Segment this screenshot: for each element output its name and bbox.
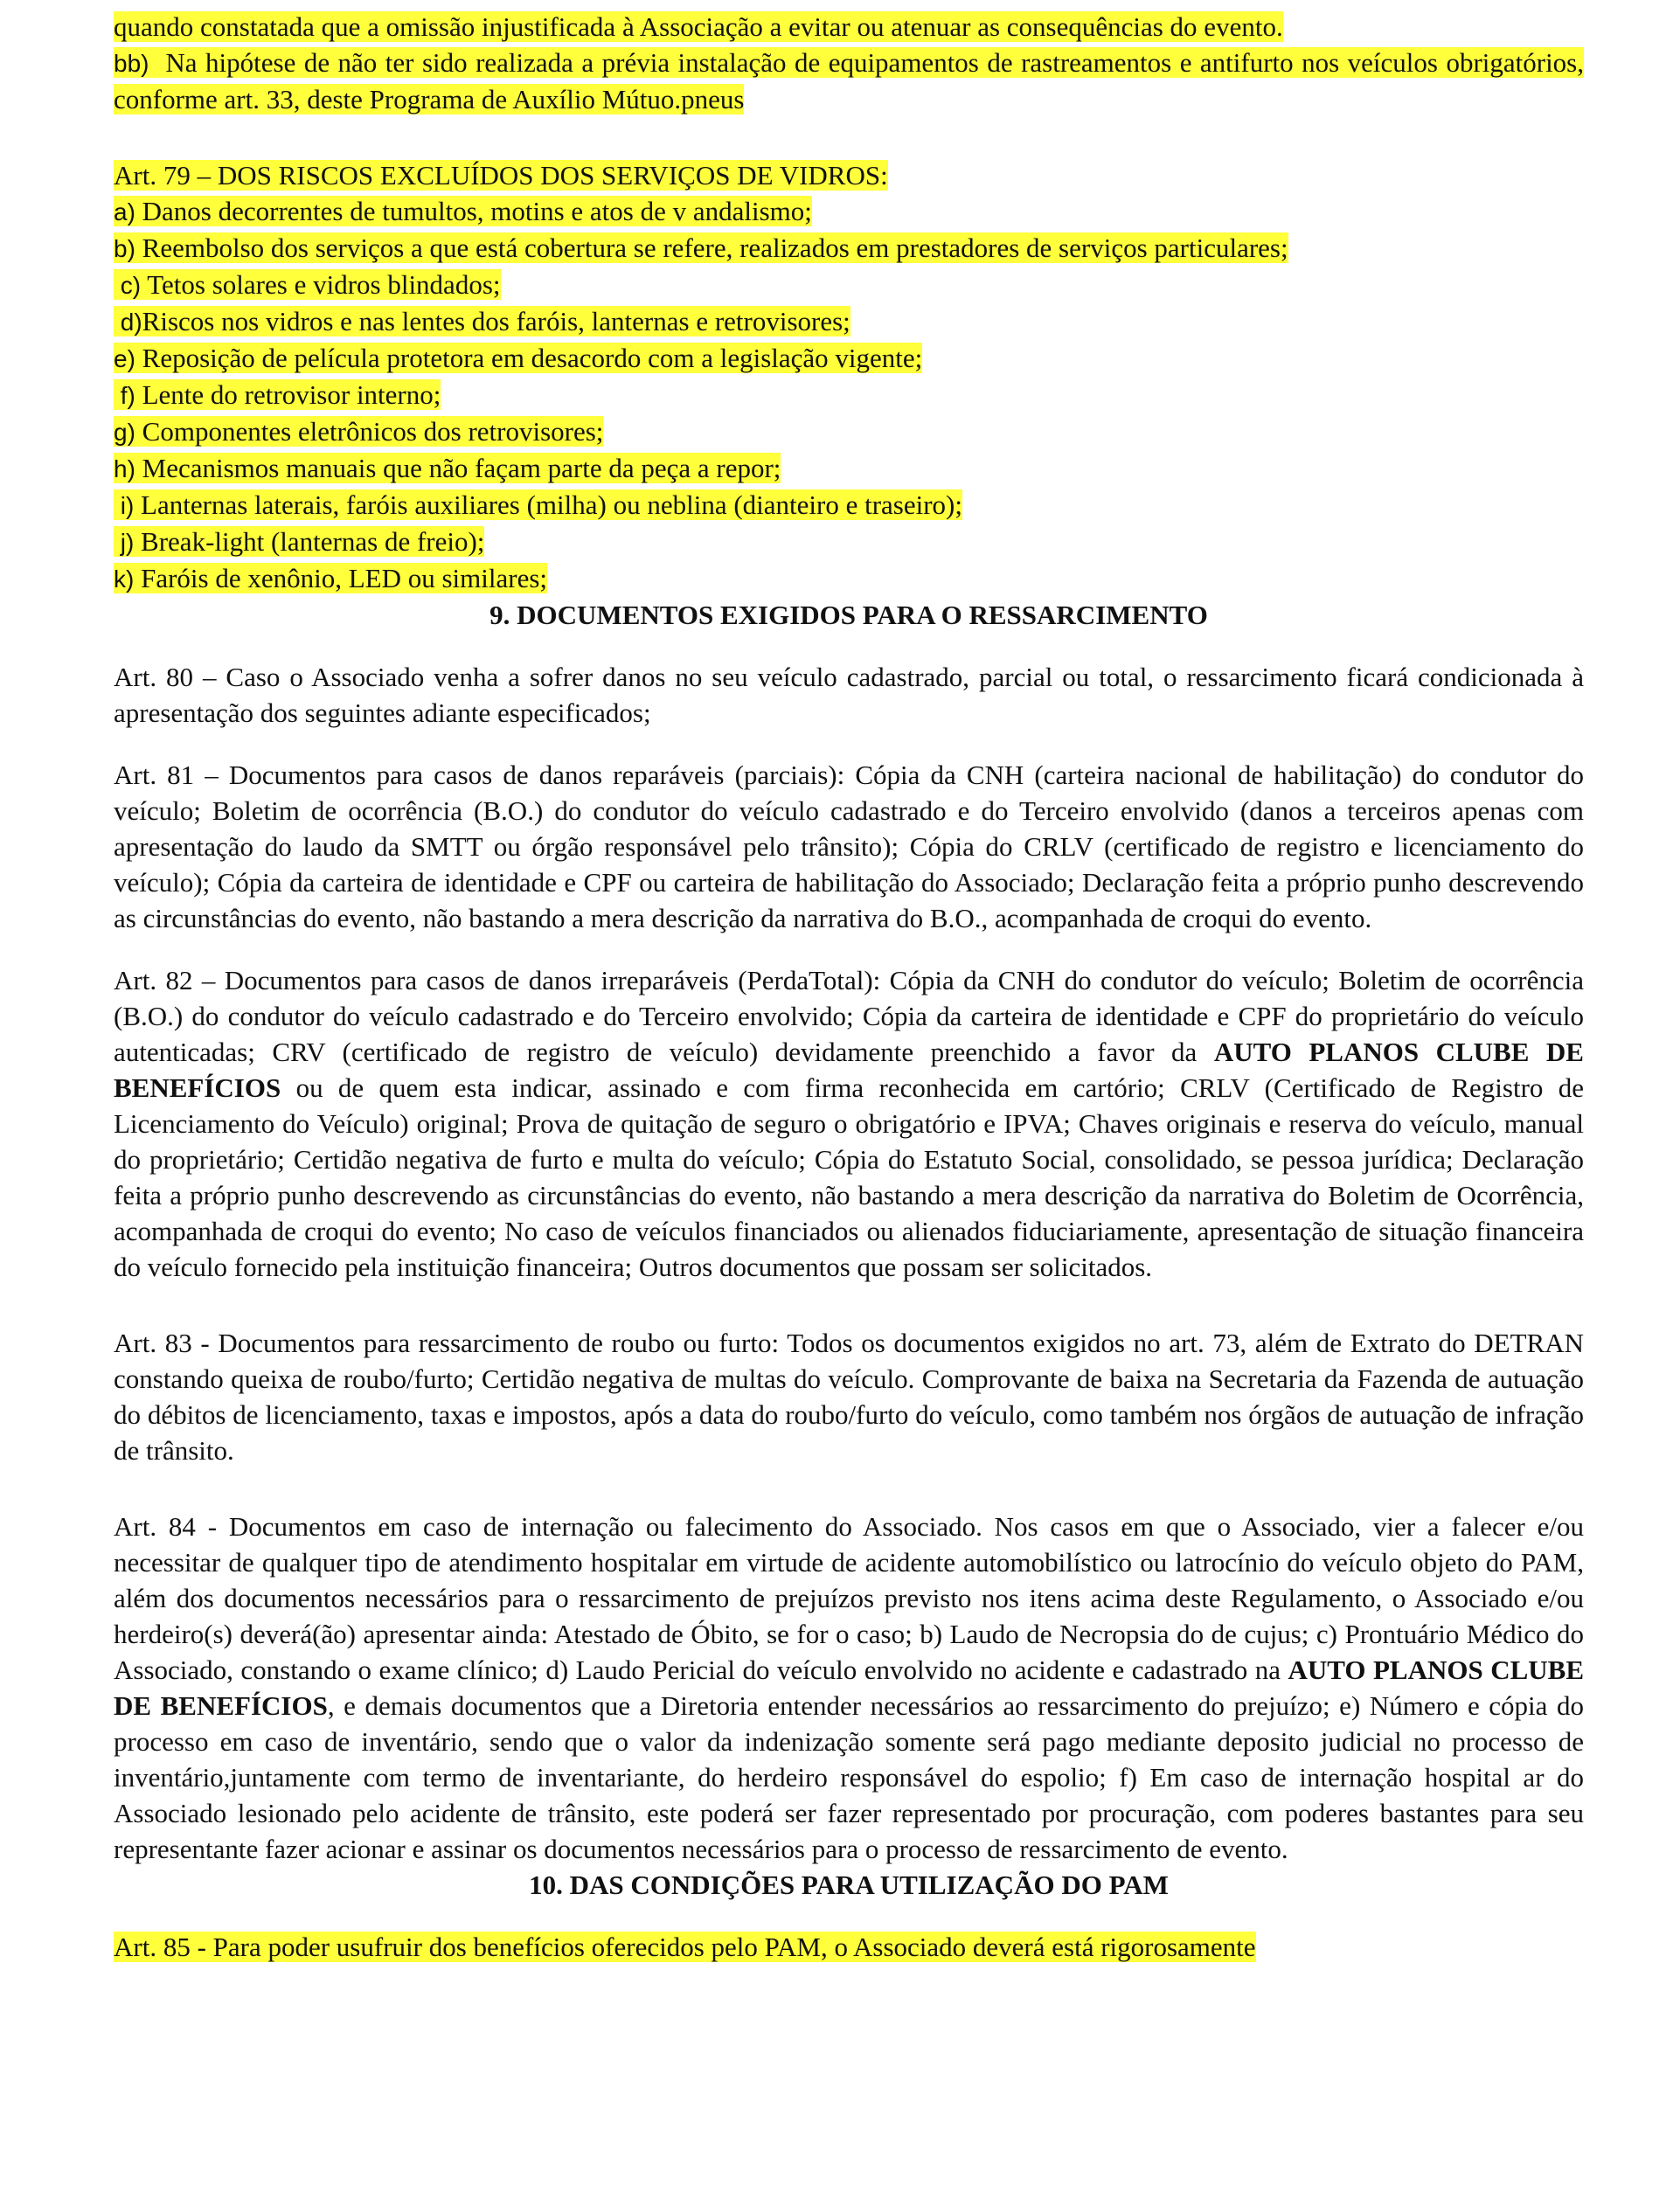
section-heading: 10. DAS CONDIÇÕES PARA UTILIZAÇÃO DO PAM (529, 1869, 1169, 1900)
item-marker: b) (114, 235, 135, 262)
item-marker: c) (120, 272, 142, 299)
art79-list (114, 193, 1584, 597)
brand-name: AUTO PLANOS CLUBE DE BENEFÍCIOS (114, 1654, 1585, 1721)
item-marker: k) (114, 565, 135, 593)
art79-title: Art. 79 – DOS RISCOS EXCLUÍDOS DOS SERVIÇOS DE VIDROS: (114, 160, 888, 191)
art80-paragraph: Art. 80 – Caso o Associado venha a sofrer danos no seu veículo cadastrado, parcial ou total, o ressarcimento ficará condicionada à apresentação dos seguintes adiante especificados; (114, 662, 1584, 728)
list-item: b) Reembolso dos serviços a que está cobertura se refere, realizados em prestadores de serviços particulares; (114, 230, 1584, 267)
list-item: e) Reposição de película protetora em desacordo com a legislação vigente; (114, 340, 1584, 377)
item-marker: e) (114, 345, 135, 372)
list-item: a) Danos decorrentes de tumultos, motins e atos de v andalismo; (114, 193, 1584, 230)
item-marker: bb) (114, 50, 149, 77)
list-item: i) Lanternas laterais, faróis auxiliares (milha) ou neblina (dianteiro e traseiro); (114, 487, 1584, 524)
item-marker: a) (114, 198, 135, 225)
item-marker: i) (120, 492, 135, 519)
art85-paragraph: Art. 85 - Para poder usufruir dos benefícios oferecidos pelo PAM, o Associado deverá está rigorosamente (114, 1932, 1256, 1962)
document-page (114, 9, 1584, 1965)
list-item: c) Tetos solares e vidros blindados; (114, 267, 1584, 303)
item-bb-text: Na hipótese de não ter sido realizada a prévia instalação de equipamentos de rastreamentos e antifurto nos veículos obrigatórios, conforme art. 33, deste Programa de Auxílio Mútuo.pneus (114, 47, 1584, 114)
item-marker: f) (120, 382, 135, 409)
item-marker: d) (120, 309, 142, 336)
list-item: f) Lente do retrovisor interno; (114, 377, 1584, 413)
list-item: h) Mecanismos manuais que não façam parte da peça a repor; (114, 450, 1584, 487)
brand-name: AUTO PLANOS CLUBE DE BENEFÍCIOS (114, 1037, 1584, 1103)
list-item: j) Break-light (lanternas de freio); (114, 524, 1584, 560)
item-marker: j) (120, 529, 135, 556)
art83-paragraph: Art. 83 - Documentos para ressarcimento de roubo ou furto: Todos os documentos exigidos no art. 73, além de Extrato do DETRAN constando queixa de roubo/furto; Certidão negativa de multas do veículo. Comprovante de baixa na Secretaria da Fazenda de autuação do débitos de licenciamento, taxas e impostos, após a data do roubo/furto do veículo, como também nos órgãos de autuação de infração de trânsito. (114, 1328, 1584, 1466)
list-item: d)Riscos nos vidros e nas lentes dos faróis, lanternas e retrovisores; (114, 303, 1584, 340)
list-item: g) Componentes eletrônicos dos retrovisores; (114, 413, 1584, 450)
art84-paragraph: Art. 84 - Documentos em caso de internação ou falecimento do Associado. Nos casos em que o Associado, vier a falecer e/ou necessitar de qualquer tipo de atendimento hospitalar em virtude de acidente automobilístico ou latrocínio do veículo objeto do PAM, além dos documentos necessários para o ressarcimento de prejuízos previsto nos itens acima deste Regulamento, o Associado e/ou herdeiro(s) deverá(ão) apresentar ainda: Atestado de Óbito, se for o caso; b) Laudo de Necropsia do de cujus; c) Prontuário Médico do Associado, constando o exame clínico; d) Laudo Pericial do veículo envolvido no acidente e cadastrado na AUTO PLANOS CLUBE DE BENEFÍCIOS, e demais documentos que a Diretoria entender necessários ao ressarcimento do prejuízo; e) Número e cópia do processo em caso de inventário, sendo que o valor da indenização somente será pago mediante deposito judicial no processo de inventário,juntamente com termo de inventariante, do herdeiro responsável do espolio; f) Em caso de internação hospital ar do Associado lesionado pelo acidente de trânsito, este poderá ser fazer representado por procuração, com poderes bastantes para seu representante fazer acionar e assinar os documentos necessários para o processo de ressarcimento de evento. (114, 1511, 1585, 1864)
item-marker: h) (114, 455, 135, 482)
item-marker: g) (114, 419, 135, 446)
art81-paragraph: Art. 81 – Documentos para casos de danos reparáveis (parciais): Cópia da CNH (carteira nacional de habilitação) do condutor do veículo; Boletim de ocorrência (B.O.) do condutor do veículo cadastrado e do Terceiro envolvido (danos a terceiros apenas com apresentação do laudo da SMTT ou órgão responsável pelo trânsito); Cópia do CRLV (certificado de registro e licenciamento do veículo); Cópia da carteira de identidade e CPF ou carteira de habilitação do Associado; Declaração feita a próprio punho descrevendo as circunstâncias do evento, não bastando a mera descrição da narrativa do B.O., acompanhada de croqui do evento. (114, 760, 1584, 933)
highlighted-text: quando constatada que a omissão injustificada à Associação a evitar ou atenuar as consequências do evento. (114, 11, 1283, 42)
art82-paragraph: Art. 82 – Documentos para casos de danos irreparáveis (PerdaTotal): Cópia da CNH do condutor do veículo; Boletim de ocorrência (B.O.) do condutor do veículo cadastrado e do Terceiro envolvido; Cópia da carteira de identidade e CPF do proprietário do veículo autenticadas; CRV (certificado de registro de veículo) devidamente preenchido a favor da AUTO PLANOS CLUBE DE BENEFÍCIOS ou de quem esta indicar, assinado e com firma reconhecida em cartório; CRLV (Certificado de Registro de Licenciamento do Veículo) original; Prova de quitação de seguro o obrigatório e IPVA; Chaves originais e reserva do veículo, manual do proprietário; Certidão negativa de furto e multa do veículo; Cópia do Estatuto Social, consolidado, se pessoa jurídica; Declaração feita a próprio punho descrevendo as circunstâncias do evento, não bastando a mera descrição da narrativa do Boletim de Ocorrência, acompanhada de croqui do evento; No caso de veículos financiados ou alienados fiduciariamente, apresentação de situação financeira do veículo fornecido pela instituição financeira; Outros documentos que possam ser solicitados. (114, 965, 1585, 1282)
paragraph-continuation (114, 9, 1584, 117)
highlighted-text (114, 47, 1584, 114)
list-item: k) Faróis de xenônio, LED ou similares; (114, 560, 1584, 597)
section-heading: 9. DOCUMENTOS EXIGIDOS PARA O RESSARCIMENTO (489, 600, 1208, 630)
